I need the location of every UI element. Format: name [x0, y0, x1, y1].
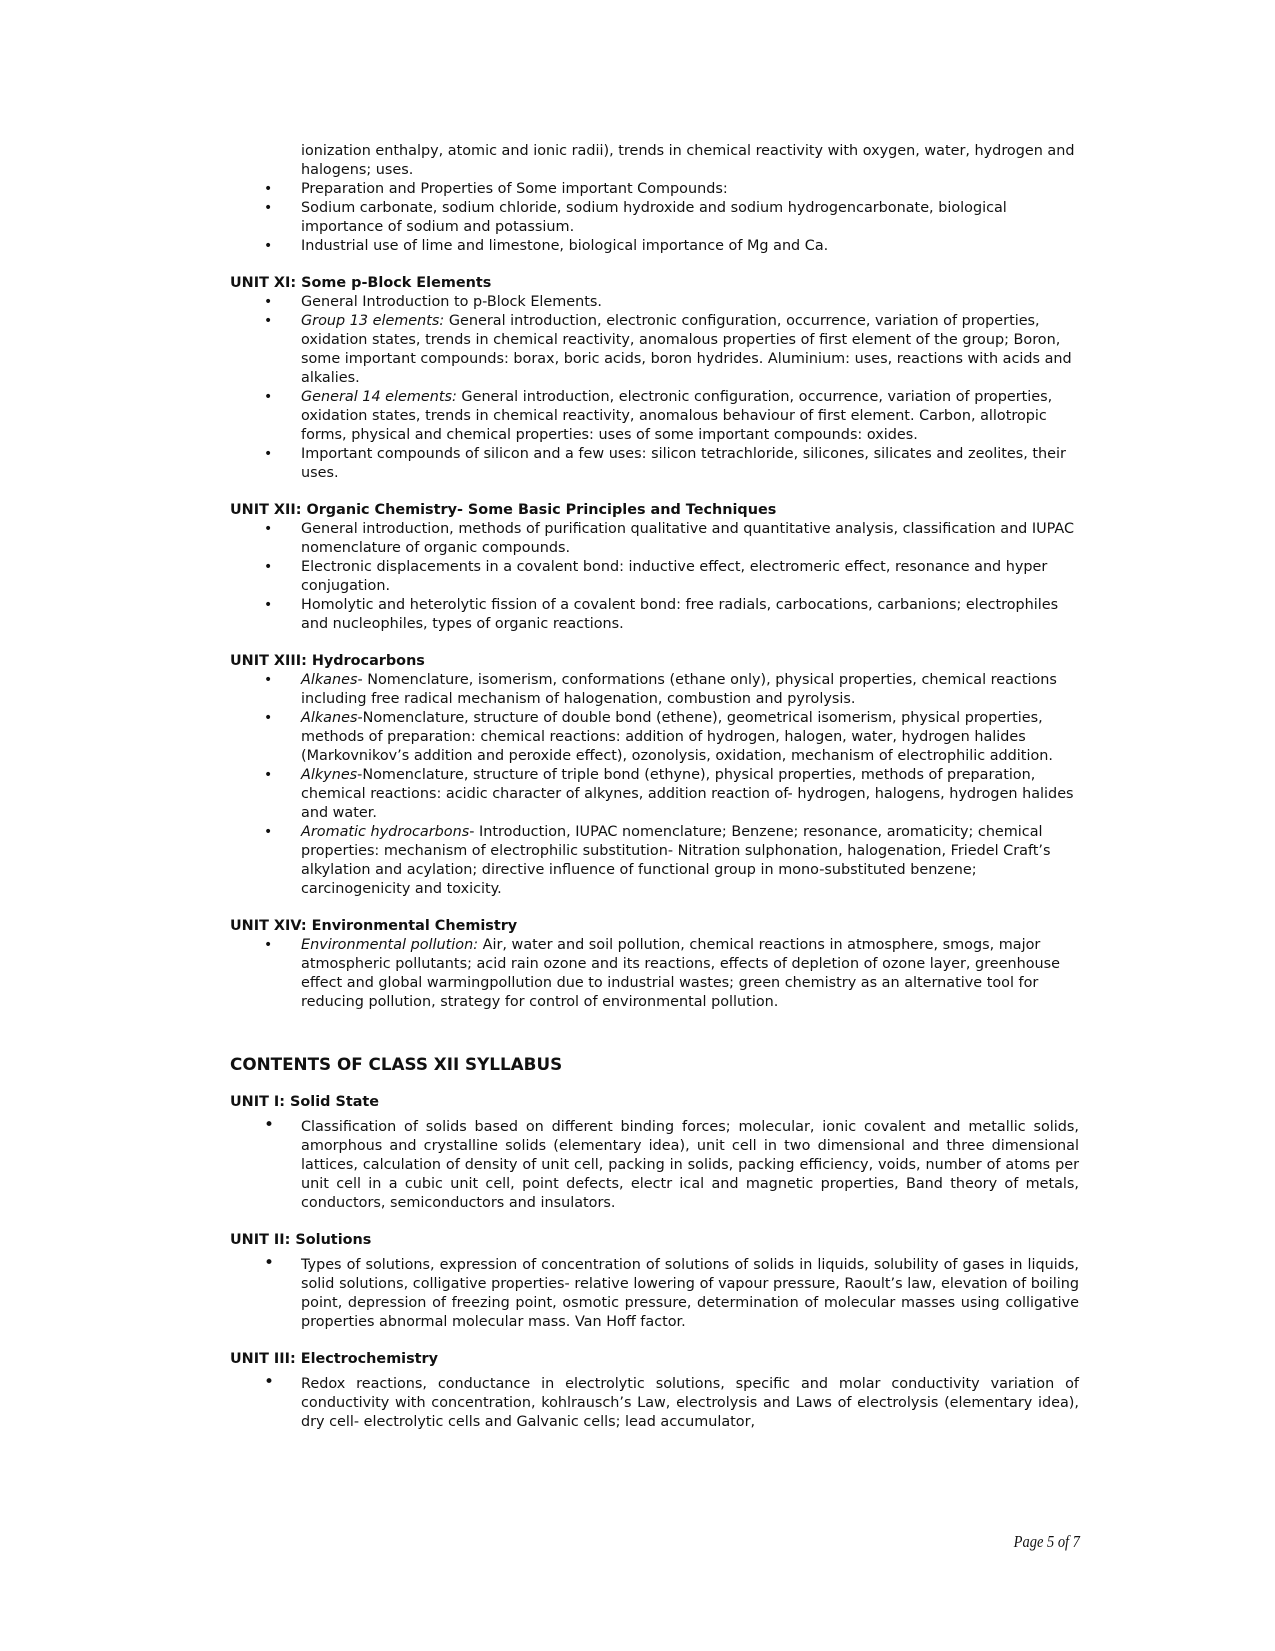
unit-heading: UNIT I: Solid State	[230, 1094, 380, 1110]
list-item: • General introduction, methods of purification qualitative and quantitative analysis, classification and IUPAC nomenclature of organic compounds.	[230, 520, 1080, 558]
list-item: • Preparation and Properties of Some important Compounds:	[230, 180, 1080, 199]
intro-list	[230, 180, 1080, 256]
list-item: • Industrial use of lime and limestone, biological importance of Mg and Ca.	[230, 237, 1080, 256]
list-item	[230, 388, 1080, 445]
item-label: General 14 elements:	[301, 389, 457, 405]
unit-list	[230, 1375, 1080, 1432]
unit-heading: UNIT III: Electrochemistry	[230, 1351, 439, 1367]
list-item	[230, 709, 1080, 766]
list-item	[230, 766, 1080, 823]
list-item: • General Introduction to p-Block Elements.	[230, 293, 1080, 312]
list-item: • Electronic displacements in a covalent bond: inductive effect, electromeric effect, resonance and hyper conjugation.	[230, 558, 1080, 596]
list-item: • Important compounds of silicon and a few uses: silicon tetrachloride, silicones, silicates and zeolites, their uses.	[230, 445, 1080, 483]
item-text: General introduction, electronic configuration, occurrence, variation of properties, oxidation states, trends in chemical reactivity, anomalous behaviour of first element. Carbon, allotropic forms, physical and chemical properties: uses of some important compounds: oxides.	[301, 389, 1053, 443]
item-label: Group 13 elements:	[301, 313, 445, 329]
unit-list	[230, 1118, 1080, 1213]
unit-heading: UNIT II: Solutions	[230, 1232, 372, 1248]
list-item: • Redox reactions, conductance in electrolytic solutions, specific and molar conductivity variation of conductivity with concentration, kohlrausch’s Law, electrolysis and Laws of electrolysis (elementary idea), dry cell- electrolytic cells and Galvanic cells; lead accumulator,	[230, 1375, 1079, 1432]
unit-heading: UNIT XIII: Hydrocarbons	[230, 653, 425, 669]
item-text: - Nomenclature, isomerism, conformations (ethane only), physical properties, chemical reactions including free radical mechanism of halogenation, combustion and pyrolysis.	[301, 672, 1057, 707]
list-item	[230, 936, 1080, 1012]
list-item: • Types of solutions, expression of concentration of solutions of solids in liquids, solubility of gases in liquids, solid solutions, colligative properties- relative lowering of vapour pressure, Raoult’s law, elevation of boiling point, depression of freezing point, osmotic pressure, determination of molecular masses using colligative properties abnormal molecular mass. Van Hoff factor.	[230, 1256, 1079, 1332]
unit-list	[230, 1256, 1080, 1332]
item-text: - Introduction, IUPAC nomenclature; Benzene; resonance, aromaticity; chemical properties: mechanism of electrophilic substitution- Nitration sulphonation, halogenation, Friedel Craft’s alkylation and acylation; directive influence of functional group in mono-substituted benzene; carcinogenicity and toxicity.	[301, 824, 1051, 897]
item-label: Alkanes	[301, 672, 358, 688]
item-text: General introduction, electronic configuration, occurrence, variation of properties, oxidation states, trends in chemical reactivity, anomalous properties of first element of the group; Boron, some important compounds: borax, boric acids, boron hydrides. Aluminium: uses, reactions with acids and alkalies.	[301, 313, 1072, 386]
item-label: Environmental pollution:	[301, 937, 479, 953]
item-text: -Nomenclature, structure of triple bond (ethyne), physical properties, methods of preparation, chemical reactions: acidic character of alkynes, addition reaction of- hydrogen, halogens, hydrogen halides and water.	[301, 767, 1074, 821]
unit-list	[230, 520, 1080, 634]
unit-list	[230, 293, 1080, 483]
page-number: Page 5 of 7	[1013, 1532, 1080, 1551]
page-content	[230, 142, 1080, 1432]
list-item	[230, 823, 1080, 899]
item-label: Alkanes	[301, 710, 358, 726]
item-text: Air, water and soil pollution, chemical reactions in atmosphere, smogs, major atmospheric pollutants; acid rain ozone and its reactions, effects of depletion of ozone layer, greenhouse effect and global warmingpollution due to industrial wastes; green chemistry as an alternative tool for reducing pollution, strategy for control of environmental pollution.	[301, 937, 1061, 1010]
list-item	[230, 671, 1080, 709]
unit-heading: UNIT XIV: Environmental Chemistry	[230, 918, 518, 934]
item-label: Alkynes	[301, 767, 358, 783]
list-item: • Homolytic and heterolytic fission of a covalent bond: free radials, carbocations, carbanions; electrophiles and nucleophiles, types of organic reactions.	[230, 596, 1080, 634]
unit-list	[230, 936, 1080, 1012]
unit-heading: UNIT XI: Some p-Block Elements	[230, 275, 492, 291]
continued-paragraph: ionization enthalpy, atomic and ionic radii), trends in chemical reactivity with oxygen, water, hydrogen and halogens; uses.	[301, 143, 1075, 178]
list-item: • Classification of solids based on different binding forces; molecular, ionic covalent and metallic solids, amorphous and crystalline solids (elementary idea), unit cell in two dimensional and three dimensional lattices, calculation of density of unit cell, packing in solids, packing efficiency, voids, number of atoms per unit cell in a cubic unit cell, point defects, electr ical and magnetic properties, Band theory of metals, conductors, semiconductors and insulators.	[230, 1118, 1079, 1213]
list-item	[230, 312, 1080, 388]
item-text: -Nomenclature, structure of double bond (ethene), geometrical isomerism, physical properties, methods of preparation: chemical reactions: addition of hydrogen, halogen, water, hydrogen halides (Markovnikov’s addition and peroxide effect), ozonolysis, oxidation, mechanism of electrophilic addition.	[301, 710, 1053, 764]
section-title: CONTENTS OF CLASS XII SYLLABUS	[230, 1054, 563, 1074]
list-item: • Sodium carbonate, sodium chloride, sodium hydroxide and sodium hydrogencarbonate, biological importance of sodium and potassium.	[230, 199, 1080, 237]
unit-heading: UNIT XII: Organic Chemistry- Some Basic Principles and Techniques	[230, 502, 777, 518]
item-label: Aromatic hydrocarbons	[301, 824, 470, 840]
unit-list	[230, 671, 1080, 899]
